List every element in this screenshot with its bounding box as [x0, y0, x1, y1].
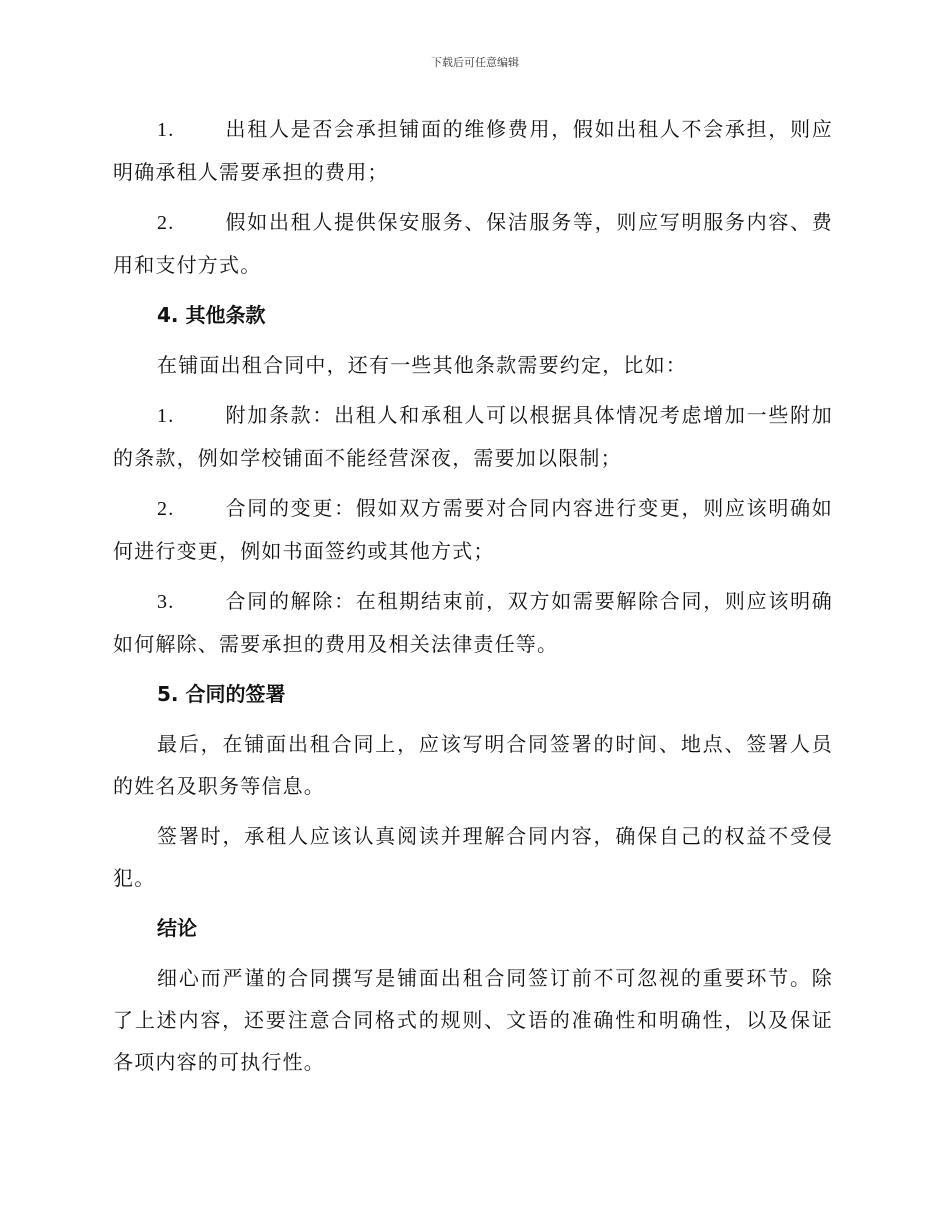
paragraph: 签署时，承租人应该认真阅读并理解合同内容，确保自己的权益不受侵犯。 [113, 824, 833, 890]
list-item-text: 附加条款：出租人和承租人可以根据具体情况考虑增加一些附加的条款，例如学校铺面不能经营深夜，需要加以限制； [113, 403, 833, 470]
list-number: 1. [157, 405, 175, 427]
list-item-text: 假如出租人提供保安服务、保洁服务等，则应写明服务内容、费用和支付方式。 [113, 210, 833, 277]
list-number: 2. [157, 212, 175, 234]
document-body [113, 108, 833, 1091]
section-heading-conclusion: 结论 [157, 916, 197, 940]
list-item [113, 108, 833, 193]
list-item [113, 201, 833, 286]
list-item-text: 合同的变更：假如双方需要对合同内容进行变更，则应该明确如何进行变更，例如书面签约或其他方式； [113, 496, 833, 563]
section-heading-other-terms: 4. 其他条款 [157, 303, 266, 327]
list-item [113, 580, 833, 665]
list-item [113, 394, 833, 479]
list-number: 1. [157, 119, 175, 141]
list-number: 2. [157, 498, 175, 520]
list-item-text: 出租人是否会承担铺面的维修费用，假如出租人不会承担，则应明确承租人需要承担的费用； [113, 117, 833, 184]
paragraph-intro: 在铺面出租合同中，还有一些其他条款需要约定，比如： [157, 353, 687, 377]
paragraph-conclusion: 细心而严谨的合同撰写是铺面出租合同签订前不可忽视的重要环节。除了上述内容，还要注意合同格式的规则、文语的准确性和明确性，以及保证各项内容的可执行性。 [113, 966, 833, 1074]
list-number: 3. [157, 591, 175, 613]
list-item [113, 487, 833, 572]
paragraph: 最后，在铺面出租合同上，应该写明合同签署的时间、地点、签署人员的姓名及职务等信息。 [113, 732, 833, 798]
page-header: 下载后可任意编辑 [431, 56, 519, 69]
list-item-text: 合同的解除：在租期结束前，双方如需要解除合同，则应该明确如何解除、需要承担的费用及相关法律责任等。 [113, 589, 833, 656]
section-heading-signing: 5. 合同的签署 [157, 682, 286, 706]
